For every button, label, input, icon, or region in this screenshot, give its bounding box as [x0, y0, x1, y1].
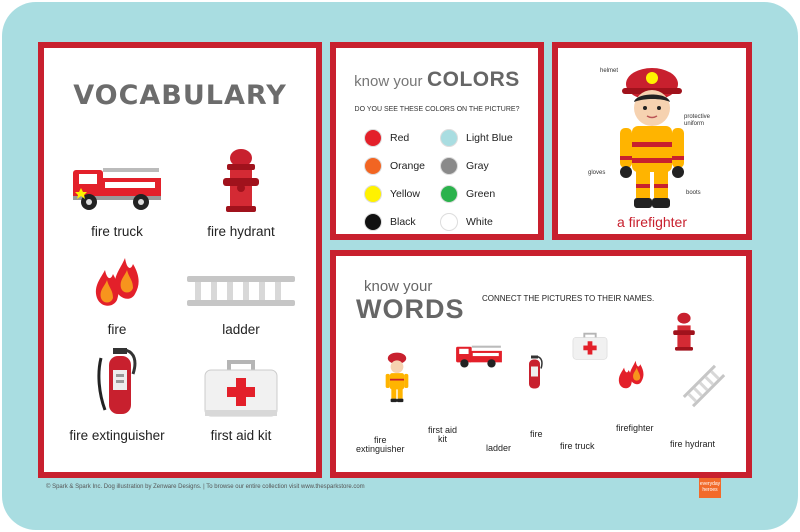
- color-name: Black: [390, 216, 416, 228]
- color-list-right: [440, 124, 540, 236]
- fire-hydrant-icon: [176, 144, 306, 214]
- fire-extinguisher-small-icon: [520, 350, 546, 394]
- words-instruction: CONNECT THE PICTURES TO THEIR NAMES.: [482, 294, 655, 303]
- word-label-fire-hydrant: fire hydrant: [670, 439, 716, 449]
- color-name: Light Blue: [466, 132, 513, 144]
- footer-credit: © Spark & Spark Inc. Dog illustration by Zenware Designs. | To browse our entire collection visit www.thesparkstore.com: [46, 484, 365, 490]
- vocab-label-fire-hydrant: fire hydrant: [207, 224, 275, 239]
- yellow-swatch: [364, 185, 382, 203]
- annotation-helmet: helmet: [600, 68, 619, 74]
- color-row-white: [440, 208, 540, 236]
- vocab-label-first-aid-kit: first aid kit: [210, 428, 272, 443]
- word-label-fire: fire: [530, 429, 543, 439]
- vocab-label-fire: fire: [107, 322, 127, 337]
- first-aid-kit-icon: [176, 344, 306, 418]
- light-blue-swatch: [440, 129, 458, 147]
- color-name: Orange: [390, 160, 426, 172]
- vocab-label-fire-truck: fire truck: [91, 224, 143, 239]
- fire-truck-small-icon: [454, 338, 504, 370]
- color-name: White: [466, 216, 493, 228]
- word-label-first-aid-kit: first aid kit: [428, 425, 458, 444]
- red-swatch: [364, 129, 382, 147]
- annotation-uniform: protective uniform: [684, 114, 711, 127]
- fire-small-icon: [616, 356, 646, 392]
- ladder-small-icon: [682, 364, 726, 408]
- vocab-item-fire-hydrant: [176, 144, 306, 239]
- vocab-label-ladder: ladder: [222, 322, 260, 337]
- firefighter-caption: a firefighter: [616, 214, 688, 230]
- black-swatch: [364, 213, 382, 231]
- colors-title-small: know your: [354, 73, 423, 90]
- words-title-big: WORDS: [356, 294, 465, 324]
- word-label-fire-truck: fire truck: [560, 441, 595, 451]
- words-panel: [330, 250, 752, 478]
- vocabulary-panel: [38, 42, 322, 478]
- gray-swatch: [440, 157, 458, 175]
- color-name: Gray: [466, 160, 489, 172]
- brand-badge: everyday heroes: [699, 478, 721, 498]
- colors-title-big: COLORS: [426, 68, 520, 91]
- color-row-green: [440, 180, 540, 208]
- fire-icon: [52, 242, 182, 312]
- vocab-item-first-aid-kit: [176, 344, 306, 443]
- annotation-boots: boots: [686, 190, 701, 196]
- annotation-gloves: gloves: [588, 170, 606, 176]
- vocab-item-ladder: [176, 242, 306, 337]
- ladder-icon: [176, 242, 306, 312]
- word-label-firefighter: firefighter: [616, 423, 654, 433]
- vocab-item-fire-extinguisher: [52, 344, 182, 443]
- firefighter-illustration: [604, 62, 700, 212]
- fire-extinguisher-icon: [52, 344, 182, 418]
- orange-swatch: [364, 157, 382, 175]
- colors-panel: [330, 42, 544, 240]
- word-label-ladder: ladder: [486, 443, 512, 453]
- color-name: Yellow: [390, 188, 420, 200]
- green-swatch: [440, 185, 458, 203]
- placemat: [2, 2, 798, 530]
- firefighter-panel: [552, 42, 752, 240]
- white-swatch: [440, 213, 458, 231]
- colors-question: DO YOU SEE THESE COLORS ON THE PICTURE?: [354, 106, 520, 113]
- word-label-fire-extinguisher: fire extinguisher: [356, 435, 405, 454]
- vocab-item-fire: [52, 242, 182, 337]
- words-title-small: know your: [364, 278, 433, 295]
- colors-title: [336, 68, 538, 92]
- vocabulary-title: VOCABULARY: [73, 80, 287, 111]
- vocab-label-fire-extinguisher: fire extinguisher: [69, 428, 165, 443]
- firefighter-small-icon: [380, 350, 414, 404]
- color-name: Green: [466, 188, 496, 200]
- color-row-gray: [440, 152, 540, 180]
- fire-hydrant-small-icon: [672, 310, 696, 354]
- vocab-item-fire-truck: [52, 144, 182, 239]
- first-aid-kit-small-icon: [572, 330, 608, 362]
- color-name: Red: [390, 132, 410, 144]
- fire-truck-icon: [52, 144, 182, 214]
- color-row-light-blue: [440, 124, 540, 152]
